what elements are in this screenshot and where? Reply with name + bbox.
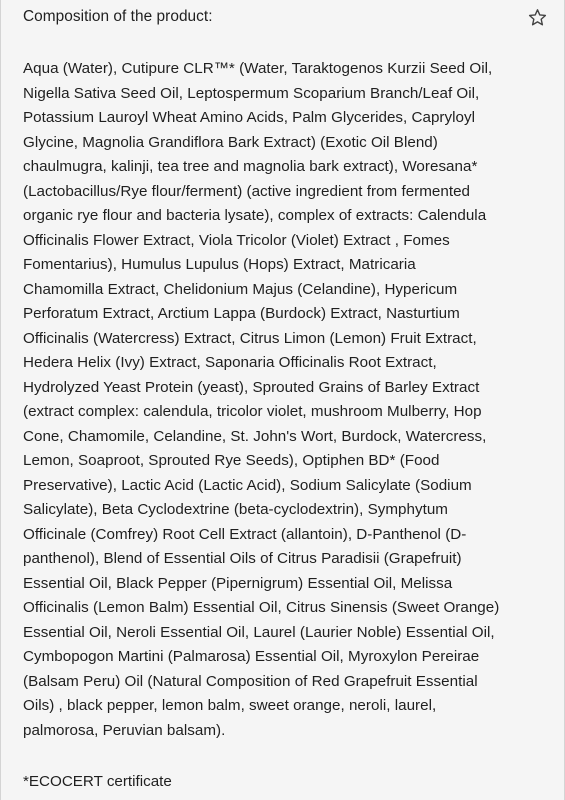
composition-line: (Balsam Peru) Oil (Natural Composition of Red Grapefruit Essential [23,672,478,690]
composition-line: palmorosa, Peruvian balsam). [23,721,226,739]
composition-line: chaulmugra, kalinji, tea tree and magnolia bark extract), Woresana* [23,158,478,175]
composition-line: organic rye flour and bacteria lysate), complex of extracts: Calendula [23,207,487,224]
composition-line: Potassium Lauroyl Wheat Amino Acids, Palm Glycerides, Capryloyl [23,109,475,126]
composition-line: panthenol), Blend of Essential Oils of Citrus Paradisii (Grapefruit) [23,550,462,567]
composition-line: Chamomilla Extract, Chelidonium Majus (Celandine), Hypericum [23,280,458,298]
composition-line: Aqua (Water), Cutipure CLR™* (Water, Taraktogenos Kurzii Seed Oil, [23,60,493,77]
composition-line: Salicylate), Beta Cyclodextrine (beta-cyclodextrin), Symphytum [23,501,448,518]
composition-line: Cymbopogon Martini (Palmarosa) Essential Oil, Myroxylon Pereirae [23,648,480,665]
star-icon[interactable] [527,7,548,28]
composition-line: Cone, Chamomile, Celandine, St. John's Wort, Burdock, Watercress, [23,427,487,445]
composition-line: Essential Oil, Black Pepper (Pipernigrum) Essential Oil, Melissa [23,574,453,592]
composition-line: Lemon, Soaproot, Sprouted Rye Seeds), Optiphen BD* (Food [23,452,440,469]
star-outline-icon [527,7,548,28]
composition-text [23,57,548,743]
composition-line: (extract complex: calendula, tricolor violet, mushroom Mulberry, Hop [23,403,482,420]
composition-line: Hydrolyzed Yeast Protein (yeast), Sprouted Grains of Barley Extract [23,378,480,396]
composition-line: Preservative), Lactic Acid (Lactic Acid), Sodium Salicylate (Sodium [23,476,472,494]
composition-line: Essential Oil, Neroli Essential Oil, Laurel (Laurier Noble) Essential Oil, [23,623,495,641]
composition-line: Officinalis (Lemon Balm) Essential Oil, Citrus Sinensis (Sweet Orange) [23,599,500,616]
composition-line: Perforatum Extract, Arctium Lappa (Burdock) Extract, Nasturtium [23,305,460,322]
composition-heading: Composition of the product: [23,8,213,25]
composition-line: Oils) , black pepper, lemon balm, sweet orange, neroli, laurel, [23,697,437,714]
composition-line: Nigella Sativa Seed Oil, Leptospermum Scoparium Branch/Leaf Oil, [23,84,480,102]
composition-line: (Lactobacillus/Rye flour/ferment) (active ingredient from fermented [23,182,471,200]
composition-line: Officinalis (Watercress) Extract, Citrus Limon (Lemon) Fruit Extract, [23,329,477,347]
composition-line: Officinalis Flower Extract, Viola Tricolor (Violet) Extract , Fomes [23,231,450,249]
composition-line: Glycine, Magnolia Grandiflora Bark Extract) (Exotic Oil Blend) [23,133,438,151]
composition-line: Officinale (Comfrey) Root Cell Extract (allantoin), D-Panthenol (D- [23,525,467,543]
ecocert-footnote: *ECOCERT certificate [23,773,172,790]
composition-line: Fomentarius), Humulus Lupulus (Hops) Extract, Matricaria [23,256,416,273]
composition-line: Hedera Helix (Ivy) Extract, Saponaria Officinalis Root Extract, [23,354,437,371]
